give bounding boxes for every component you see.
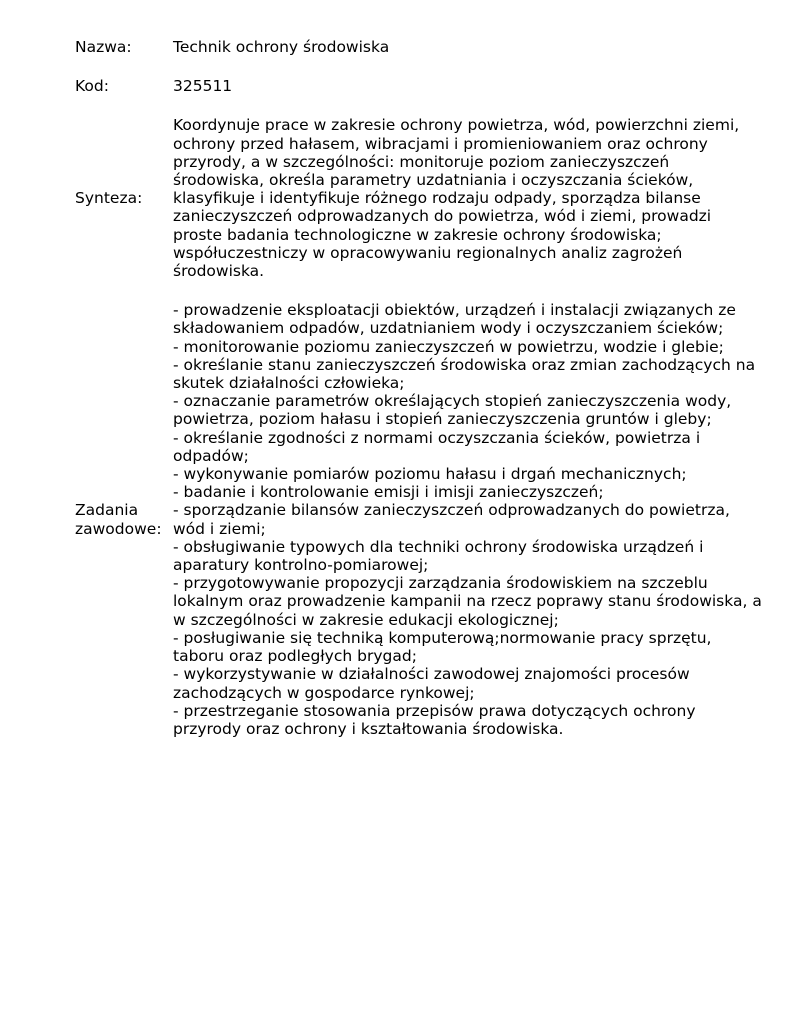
name-label: Nazwa: [75,38,132,56]
task-item: - przestrzeganie stosowania przepisów prawa dotyczących ochrony przyrody oraz ochrony i kształtowania środowiska. [173,701,696,738]
task-item: - określanie zgodności z normami oczyszczania ścieków, powietrza i odpadów; [173,428,701,465]
tasks-list [173,301,765,738]
tasks-label: Zadania zawodowe: [75,501,162,538]
task-item: - monitorowanie poziomu zanieczyszczeń w powietrzu, wodzie i glebie; [173,337,724,356]
tasks-row [75,301,765,738]
task-item: - określanie stanu zanieczyszczeń środowiska oraz zmian zachodzących na skutek działalności człowieka; [173,355,756,393]
name-value: Technik ochrony środowiska [173,38,390,56]
task-item: - wykorzystywanie w działalności zawodowej znajomości procesów zachodzących w gospodarce rynkowej; [173,665,690,702]
task-item: - wykonywanie pomiarów poziomu hałasu i drgań mechanicznych; [173,465,687,484]
synthesis-label: Synteza: [75,189,143,208]
task-item: - przygotowywanie propozycji zarządzania środowiskiem na szczeblu lokalnym oraz prowadzenie kampanii na rzecz poprawy stanu środowiska, a w szczególności w zakresie edukacji ekologicznej; [173,574,762,629]
code-label: Kod: [75,77,109,96]
synthesis-value: Koordynuje prace w zakresie ochrony powietrza, wód, powierzchni ziemi, ochrony przed hałasem, wibracjami i promieniowaniem oraz ochrony przyrody, a w szczególności: monitoruje poziom zanieczyszczeń środowiska, określa parametry uzdatniania i oczyszczania ścieków, klasyfikuje i identyfikuje różnego rodzaju odpady, sporządza bilanse zanieczyszczeń odprowadzanych do powietrza, wód i ziemi, prowadzi proste badania technologiczne w zakresie ochrony środowiska; współuczestniczy w opracowywaniu regionalnych analiz zagrożeń środowiska. [173,116,740,281]
task-item: - sporządzanie bilansów zanieczyszczeń odprowadzanych do powietrza, wód i ziemi; [173,501,730,538]
name-row [75,38,765,56]
occupation-record [75,38,765,738]
task-item: - obsługiwanie typowych dla techniki ochrony środowiska urządzeń i aparatury kontrolno-pomiarowej; [173,537,704,575]
code-row [75,77,765,95]
task-item: - posługiwanie się techniką komputerową;normowanie pracy sprzętu, taboru oraz podległych brygad; [173,628,712,666]
code-value: 325511 [173,77,233,96]
synthesis-row [75,116,765,280]
task-item: - oznaczanie parametrów określających stopień zanieczyszczenia wody, powietrza, poziom hałasu i stopień zanieczyszczenia gruntów i gleby; [173,392,732,429]
task-item: - prowadzenie eksploatacji obiektów, urządzeń i instalacji związanych ze składowaniem odpadów, uzdatnianiem wody i oczyszczaniem ścieków; [173,301,736,338]
task-item: - badanie i kontrolowanie emisji i imisji zanieczyszczeń; [173,483,604,502]
